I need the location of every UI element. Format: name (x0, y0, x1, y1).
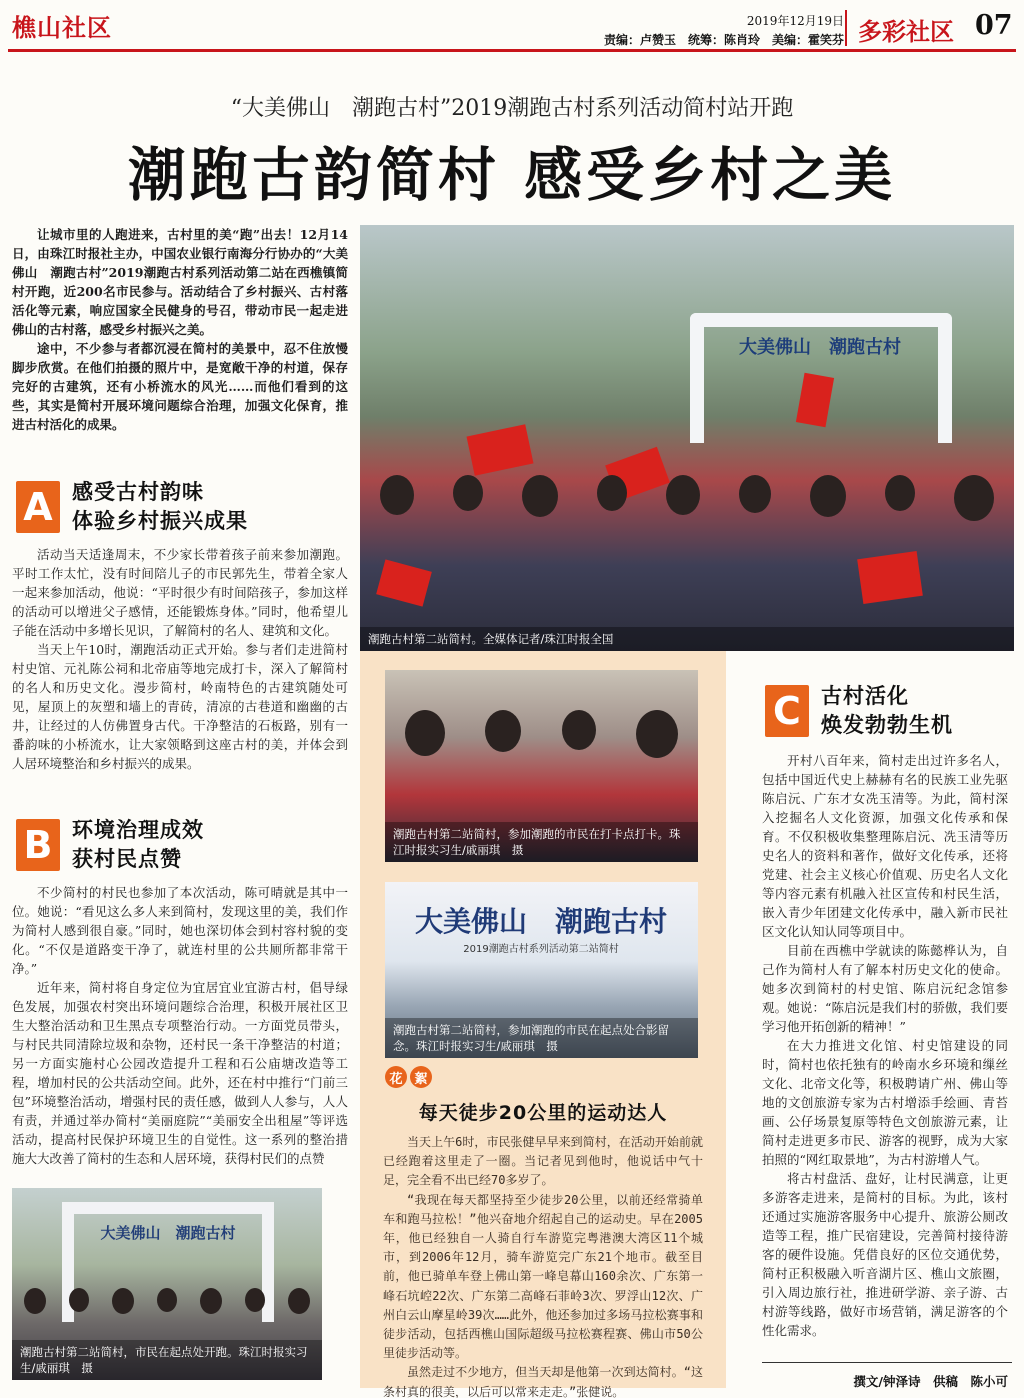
lead-paragraph: 途中，不少参与者都沉浸在简村的美景中，忍不住放慢脚步欣赏。在他们拍摄的照片中，是宽敞干净的村道，保存完好的古建筑，还有小桥流水的风光……而他们看到的这些，其实是简村开展环境问题综合治理，加强文化保育，推进古村活化的成果。 (12, 341, 348, 432)
section-a-heading (16, 478, 248, 536)
page-number: 07 (975, 10, 1013, 41)
newspaper-logo: 樵山社区 (12, 13, 112, 42)
section-a-body (12, 545, 348, 773)
huaxu-body (383, 1133, 703, 1398)
masthead (0, 0, 1024, 50)
editor-credit: 责编：卢赞玉 (603, 33, 676, 47)
section-a-paragraph: 活动当天适逢周末，不少家长带着孩子前来参加潮跑。平时工作太忙，没有时间陪儿子的市民郭先生，带着全家人一起来参加活动，他说：“平时很少有时间陪孩子，参加这样的活动可以增进父子感情，还能锻炼身体。”同时，他希望儿子能在活动中多增长见识，了解简村的名人、建筑和文化。 (12, 547, 348, 638)
section-c-paragraph: 在大力推进文化馆、村史馆建设的同时，简村也依托独有的岭南水乡环境和缫丝文化、北帝文化等，积极聘请广州、佛山等地的文创旅游专家为古村增添手绘画、青苔画、公仔场景复原等特色文创旅游元素，让简村走进更多市民、游客的视野，成为大家拍照的“网红取景地”，为古村游增人气。 (762, 1038, 1008, 1167)
section-a-title-line2: 体验乡村振兴成果 (72, 509, 248, 533)
huaxu-paragraph: 虽然走过不少地方，但当天却是他第一次到达简村。“这条村真的很美，以后可以常来走走。”张健说。 (383, 1365, 703, 1398)
huaxu-paragraph: 当天上午6时，市民张健早早来到简村，在活动开始前就已经跑着这里走了一圈。当记者见到他时，他说话中气十足，完全看不出已经70多岁了。 (383, 1135, 703, 1188)
section-b-title-line1: 环境治理成效 (72, 818, 204, 842)
huaxu-title: 每天徒步20公里的运动达人 (418, 1102, 668, 1124)
section-c-title (821, 682, 953, 740)
checkin-photo (385, 670, 698, 862)
huaxu-char: 花 (385, 1066, 407, 1088)
section-a-paragraph: 当天上午10时，潮跑活动正式开始。参与者们走进简村村史馆、元礼陈公祠和北帝庙等地完成打卡，深入了解简村的名人和历史文化。漫步简村，岭南特色的古建筑随处可见，屋顶上的灰塑和墙上的青砖，清凉的古巷道和幽幽的古井，让经过的人仿佛置身古代。干净整洁的石板路，别有一番韵味的小桥流水，让大家领略到这座古村的美，并体会到人居环境整治和乡村振兴的成果。 (12, 642, 348, 771)
group-photo-banner-sub: 2019潮跑古村系列活动第二站简村 (463, 944, 619, 955)
flag-icon (466, 424, 533, 476)
main-photo-banner: 大美佛山 潮跑古村 (739, 337, 901, 358)
lead-paragraph: 让城市里的人跑进来，古村里的美“跑”出去！12月14日，由珠江时报社主办，中国农业银行南海分行协办的“大美佛山 潮跑古村”2019潮跑古村系列活动第二站在西樵镇简村开跑，近200名市民参与。活动结合了乡村振兴、古村落活化等元素，响应国家全民健身的号召，带动市民一起走进佛山的古村落，感受乡村振兴之美。 (12, 227, 348, 337)
huaxu-char: 絮 (410, 1066, 432, 1088)
group-photo-caption: 潮跑古村第二站简村，参加潮跑的市民在起点处合影留念。珠江时报实习生/戚丽琪 摄 (385, 1018, 698, 1058)
section-b-badge: B (16, 819, 60, 871)
group-photo-banner: 大美佛山 潮跑古村 (414, 905, 667, 938)
section-c-paragraph: 开村八百年来，简村走出过许多名人，包括中国近代史上赫赫有名的民族工业先驱陈启沅、广东才女冼玉清等。为此，简村深入挖掘名人文化资源，加强文化传承和保育。不仅积极收集整理陈启沅、冼玉清等历史名人的资料和著作，做好文化传承，还将党建、社会主义核心价值观、历史名人文化等内容元素有机融入社区宣传和村民生活，嵌入青少年团建文化传承中，融入新市民社区文化认知认同等项目中。 (762, 753, 1008, 939)
section-c-title-line2: 焕发勃勃生机 (821, 713, 953, 737)
section-b-title-line2: 获村民点赞 (72, 847, 182, 871)
lead-paragraphs (12, 225, 348, 434)
section-c-paragraph: 目前在西樵中学就读的陈懿桦认为，自己作为简村人有了解本村历史文化的使命。她多次到简村的村史馆、陈启沅纪念馆参观。她说：“陈启沅是我们村的骄傲，我们要学习他开拓创新的精神！” (762, 943, 1008, 1034)
checkin-photo-caption: 潮跑古村第二站简村，参加潮跑的市民在打卡点打卡。珠江时报实习生/戚丽琪 摄 (385, 822, 698, 862)
headline-kicker: “大美佛山 潮跑古村”2019潮跑古村系列活动简村站开跑 (230, 96, 794, 121)
huaxu-badge (385, 1066, 432, 1088)
section-b-title (72, 816, 204, 874)
section-a-title-line1: 感受古村韵味 (72, 480, 204, 504)
huaxu-paragraph: “我现在每天都坚持至少徒步20公里，以前还经常骑单车和跑马拉松！”他兴奋地介绍起自己的运动史。早在2005年，他已经独自一人骑自行车游览完粤港澳大湾区11个城市，到2006年12月，骑车游览完广东21个地市。截至目前，他已骑单车登上佛山第一峰皂幕山160余次、广东第一峰石坑崆22次、广东第二高峰石菲岭3次、罗浮山12次、广州白云山摩星岭39次……此外，他还参加过多场马拉松赛事和徒步活动，包括西樵山国际超级马拉松赛程赛、佛山市50公里徒步活动等。 (383, 1192, 703, 1361)
section-c-paragraph: 将古村盘活、盘好，让村民满意，让更多游客走进来，是简村的目标。为此，该村还通过实施游客服务中心提升、旅游公厕改造等工程，推广民宿建设，完善简村接待游客的硬件设施。凭借良好的区位交通优势，简村正积极融入听音湖片区、樵山文旅圈，引入周边旅行社，推进研学游、亲子游、古村游等线路，做好市场营销，满足游客的个性化需求。 (762, 1171, 1008, 1338)
section-a-badge: A (16, 481, 60, 533)
masthead-divider (845, 10, 847, 46)
section-b-heading (16, 816, 204, 874)
start-line-photo-caption: 潮跑古村第二站简村，市民在起点处开跑。珠江时报实习生/戚丽琪 摄 (12, 1340, 322, 1380)
headline-title: 潮跑古韵简村 感受乡村之美 (127, 141, 897, 209)
section-a-title (72, 478, 248, 536)
section-c-title-line1: 古村活化 (821, 684, 909, 708)
coordinator-credit: 统筹：陈肖玲 (687, 33, 760, 47)
masthead-rule (8, 49, 1016, 52)
flag-icon (857, 551, 923, 604)
start-line-photo (12, 1188, 322, 1380)
main-photo (360, 225, 1014, 651)
editor-credits (604, 31, 844, 48)
section-name: 多彩社区 (858, 18, 954, 46)
crowd-row (360, 475, 1014, 521)
section-b-paragraph: 不少简村的村民也参加了本次活动，陈可晴就是其中一位。她说：“看见这么多人来到简村，发现这里的美，我们作为简村人感到很自豪。”同时，她也深切体会到村容村貌的变化。“不仅是道路变干净了，就连村里的公共厕所都非常干净。” (12, 885, 348, 976)
byline-rule (762, 1362, 1012, 1363)
section-c-body (762, 751, 1008, 1340)
section-c-heading (765, 682, 953, 740)
issue-date: 2019年12月19日 (746, 14, 844, 28)
section-c-badge: C (765, 685, 809, 737)
section-b-body (12, 883, 348, 1168)
group-photo (385, 882, 698, 1058)
section-b-paragraph: 近年来，简村将自身定位为宜居宜业宜游古村，倡导绿色发展，加强农村突出环境问题综合治理，积极开展社区卫生大整治活动和卫生黑点专项整治行动。一方面党员带头，与村民共同清除垃圾和杂物，还村民一条干净整洁的村道；另一方面实施村心公园改造提升工程和石公庙塘改造等工程，增加村民的公共活动空间。此外，还在村中推行“门前三包”环境整治活动，增强村民的责任感，做到人人参与，人人有责，并通过举办简村“美丽庭院”“美丽安全出租屋”等评选活动，提高村民保护环境卫生的自觉性。这一系列的整治措施大大改善了简村的生态和人居环境，获得村民们的点赞 (12, 980, 348, 1166)
flag-icon (376, 559, 432, 606)
main-photo-caption: 潮跑古村第二站简村。全媒体记者/珠江时报全国 (360, 627, 1014, 651)
byline: 撰文/钟泽诗 供稿 陈小可 (853, 1374, 1008, 1389)
start-line-photo-banner: 大美佛山 潮跑古村 (100, 1224, 236, 1242)
designer-credit: 美编：霍笑芬 (771, 33, 844, 47)
